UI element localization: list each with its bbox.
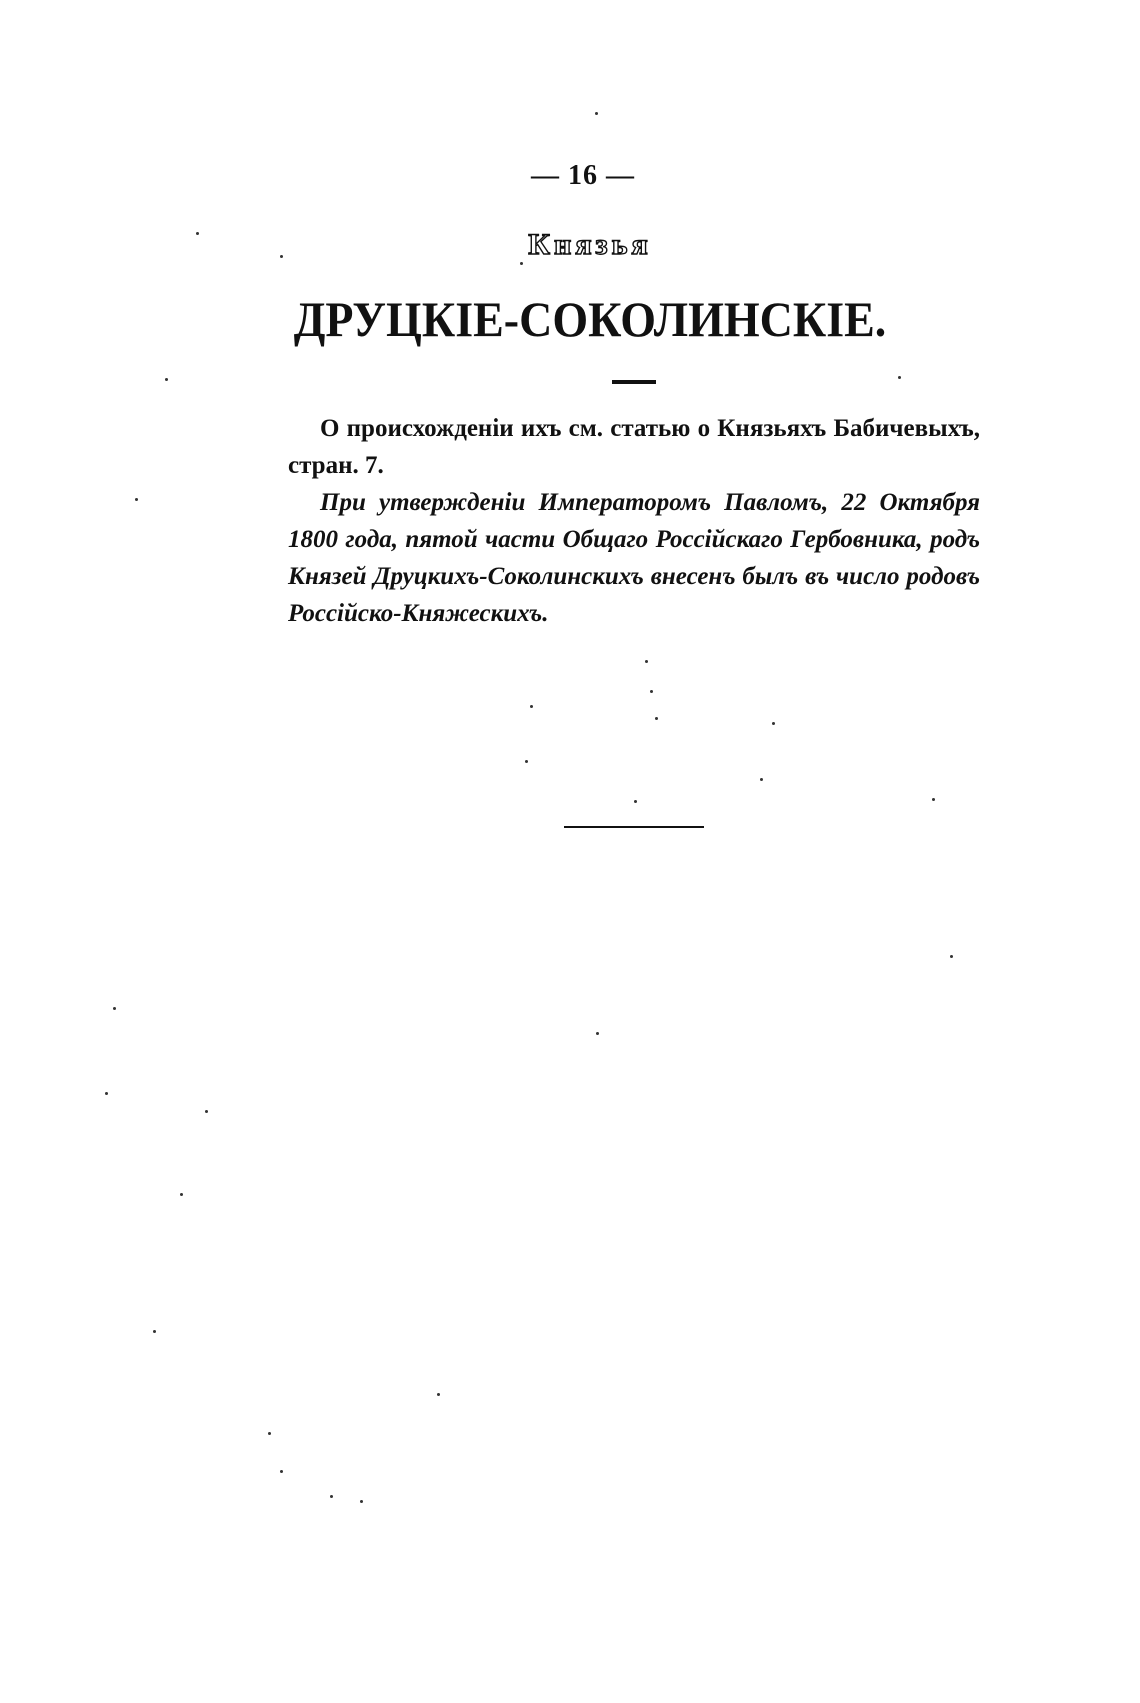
scan-speck (180, 1193, 183, 1196)
section-heading-small: Князья (528, 228, 652, 261)
section-heading-main: ДРУЦКІЕ-СОКОЛИНСКІЕ. (293, 291, 887, 347)
page-number: — 16 — (531, 160, 635, 191)
scan-speck (437, 1393, 440, 1396)
scan-speck (153, 1330, 156, 1333)
scan-speck (113, 1007, 116, 1010)
scan-speck (655, 717, 658, 720)
scan-speck (280, 255, 283, 258)
scan-speck (105, 1092, 108, 1095)
scan-speck (360, 1500, 363, 1503)
scan-speck (268, 1432, 271, 1435)
heading-divider (612, 380, 656, 384)
scan-speck (760, 778, 763, 781)
scan-speck (135, 498, 138, 501)
scan-speck (650, 690, 653, 693)
scan-speck (196, 232, 199, 235)
scan-speck (520, 262, 523, 265)
scan-speck (634, 800, 637, 803)
scan-speck (525, 760, 528, 763)
scan-speck (645, 660, 648, 663)
scan-speck (205, 1110, 208, 1113)
scan-speck (596, 1032, 599, 1035)
scan-speck (595, 112, 598, 115)
scan-speck (165, 378, 168, 381)
body-text (288, 410, 980, 632)
paragraph-origin: О происхожденіи ихъ см. статью о Князьяхъ Бабичевыхъ, стран. 7. (288, 415, 980, 479)
paragraph-approval: При утвержденіи Императоромъ Павломъ, 22 Октября 1800 года, пятой части Общаго Россійскаго Гербовника, родъ Князей Друцкихъ-Соколинскихъ внесенъ былъ въ число родовъ Россійско-Княжескихъ. (288, 489, 980, 627)
end-rule (564, 826, 704, 828)
scan-speck (530, 705, 533, 708)
scan-speck (898, 376, 901, 379)
scan-speck (772, 722, 775, 725)
scan-speck (932, 798, 935, 801)
scan-speck (330, 1495, 333, 1498)
scan-speck (950, 955, 953, 958)
scan-speck (280, 1470, 283, 1473)
